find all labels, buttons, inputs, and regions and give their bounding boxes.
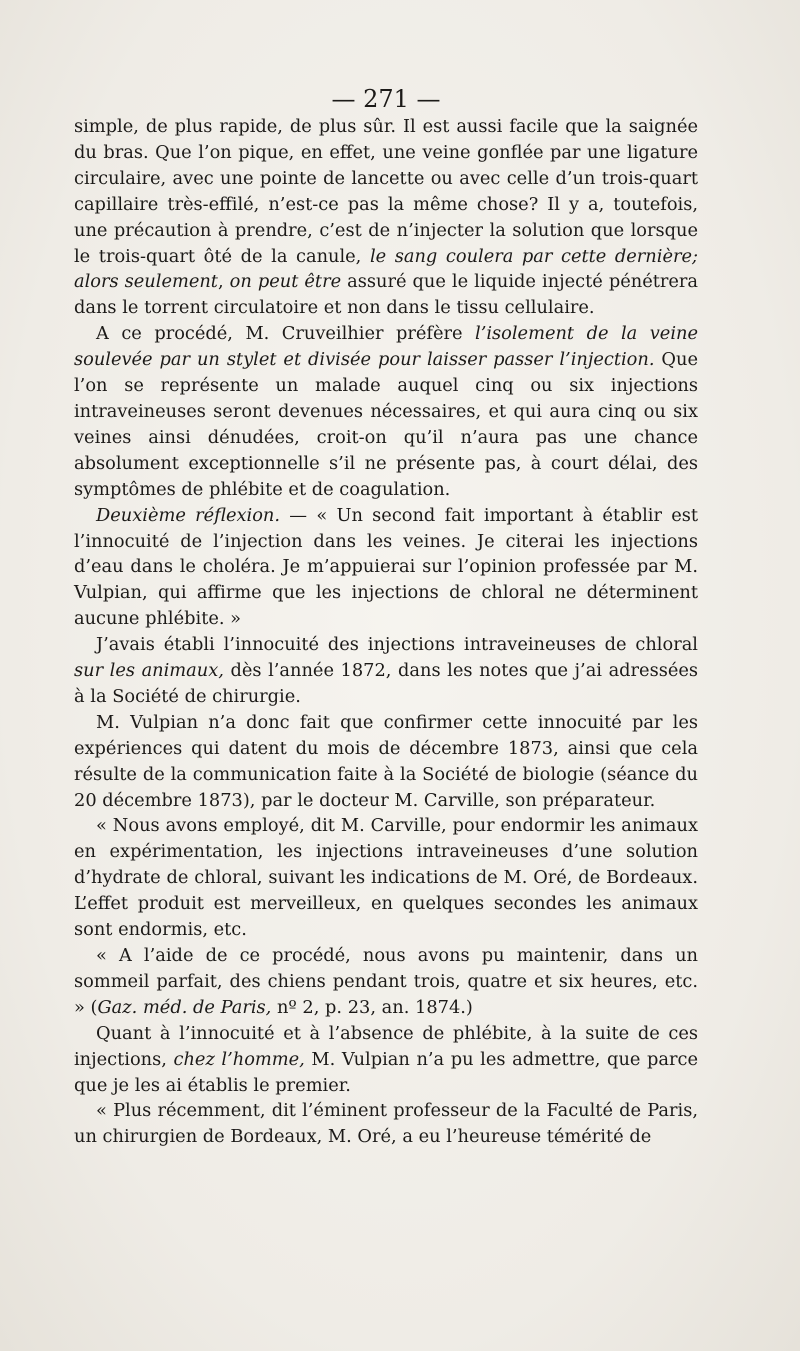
text-run: simple, de plus rapide, de plus sûr. Il est aussi facile que la saignée du bras. Que l’on pique, en effet, une veine gonflée par une ligature circulaire, avec une pointe de lancette ou avec celle d’un trois-quart capillaire très-effilé, n’est-ce pas la même chose? Il y a, toutefois, une précaution à prendre, c’est de n’injecter la solution que lorsque le trois-quart ôté de la canule,: [74, 116, 698, 267]
text-run: « Plus récemment, dit l’éminent professeur de la Faculté de Paris, un chirurgien de Bordeaux, M. Oré, a eu l’heureuse témérité de: [74, 1100, 698, 1148]
body-text: [74, 114, 698, 1150]
paragraph-p3: [74, 503, 698, 633]
paragraph-p4: [74, 632, 698, 710]
paragraph-p1: [74, 114, 698, 321]
text-run: M. Vulpian n’a pu les admettre, que parce que je les ai établis le premier.: [74, 1048, 698, 1096]
paragraph-p2: [74, 321, 698, 502]
italic-text: le sang coulera par cette dernière; alors seulement: [74, 245, 698, 293]
italic-text: Deuxième réflexion.: [96, 504, 281, 526]
text-run: — « Un second fait important à établir est l’innocuité de l’injection dans les veines. Je citerai les injections d’eau dans le choléra. Je m’appuierai sur l’opinion professée par M. Vulpian, qui affirme que les injections de chloral ne déterminent aucune phlébite. »: [74, 504, 699, 630]
paragraph-p6: [74, 813, 698, 943]
text-run: dès l’année 1872, dans les notes que j’ai adressées à la Société de chirurgie.: [74, 660, 698, 707]
text-run: J’avais établi l’innocuité des injections intraveineuses de chloral: [96, 634, 698, 656]
text-run: « A l’aide de ce procédé, nous avons pu maintenir, dans un sommeil parfait, des chiens pendant trois, quatre et six heures, etc. » (: [74, 945, 698, 1018]
text-run: Que l’on se représente un malade auquel cinq ou six injections intraveineuses seront devenues nécessaires, et qui aura cinq ou six veines ainsi dénudées, croit-on qu’il n’aura pas une chance absolument exceptionnelle s’il ne présente pas, à court délai, des symptômes de phlébite et de coagulation.: [74, 349, 698, 500]
italic-text: on peut être: [229, 271, 342, 293]
text-run: « Nous avons employé, dit M. Carville, pour endormir les animaux en expérimentation, les injections intraveineuses d’une solution d’hydrate de chloral, suivant les indications de M. Oré, de Bordeaux. L’effet produit est merveilleux, en quelques secondes les animaux sont endormis, etc.: [74, 815, 698, 941]
italic-text: sur les animaux,: [74, 660, 224, 682]
paragraph-p9: [74, 1098, 698, 1150]
paragraph-p7: [74, 943, 698, 1021]
text-run: Quant à l’innocuité et à l’absence de phlébite, à la suite de ces injections,: [74, 1022, 698, 1070]
page-number: — 271 —: [331, 85, 441, 113]
text-run: nº 2, p. 23, an. 1874.): [271, 996, 473, 1018]
text-run: M. Vulpian n’a donc fait que confirmer cette innocuité par les expériences qui datent du mois de décembre 1873, ainsi que cela résulte de la communication faite à la Société de biologie (séance du 20 décembre 1873), par le docteur M. Carville, son préparateur.: [74, 711, 698, 811]
paragraph-p8: [74, 1021, 698, 1099]
text-run: A ce procédé, M. Cruveilhier préfère: [96, 323, 476, 345]
italic-text: l’isolement de la veine soulevée par un stylet et divisée pour laisser passer l’injection.: [74, 323, 698, 371]
italic-text: Gaz. méd. de Paris,: [97, 996, 272, 1018]
paragraph-p5: [74, 710, 698, 814]
text-run: assuré que le liquide injecté pénétrera dans le torrent circulatoire et non dans le tissu cellulaire.: [74, 271, 698, 319]
italic-text: chez l’homme,: [173, 1048, 305, 1070]
text-run: ,: [217, 271, 230, 293]
